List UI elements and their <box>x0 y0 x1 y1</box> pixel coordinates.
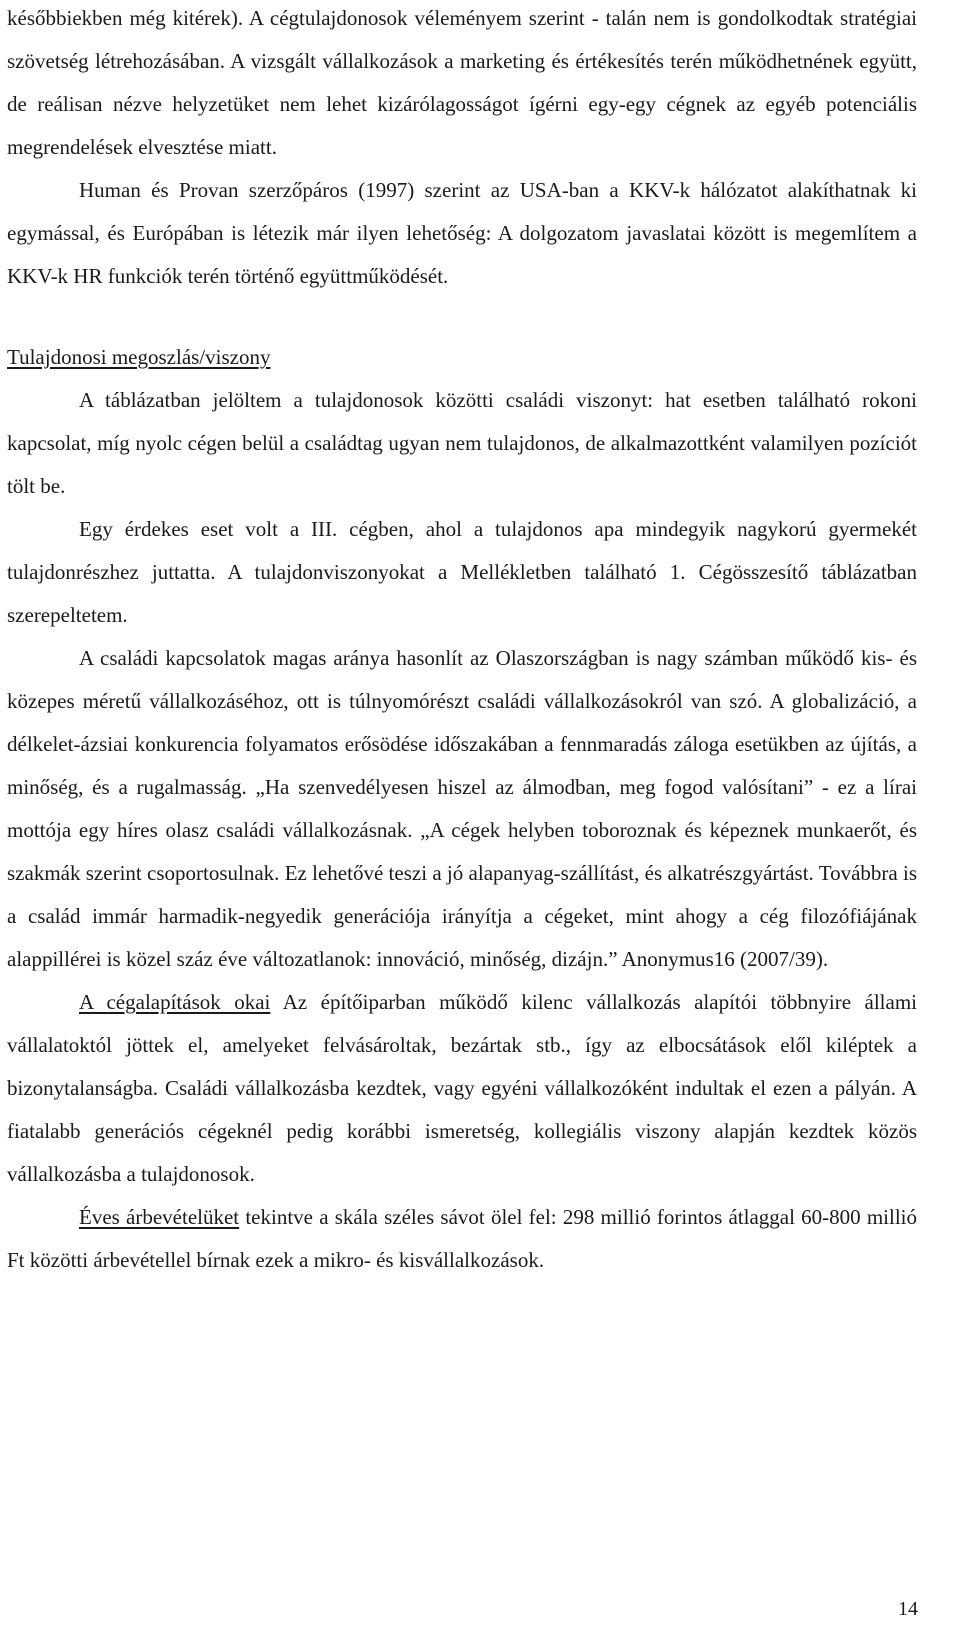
paragraph-family-relations: A táblázatban jelöltem a tulajdonosok közötti családi viszonyt: hat esetben található rokoni kapcsolat, míg nyolc cégen belül a családtag ugyan nem tulajdonos, de alkalmazottként valamilyen pozíciót tölt be. <box>7 388 917 498</box>
section-title-ownership <box>7 336 917 379</box>
document-page <box>7 0 917 1282</box>
paragraph-interesting-case: Egy érdekes eset volt a III. cégben, ahol a tulajdonos apa mindegyik nagykorú gyermekét tulajdonrészhez juttatta. A tulajdonviszonyokat a Mellékletben található 1. Cégösszesítő táblázatban szerepeltetem. <box>7 517 917 627</box>
section-title-text: Tulajdonosi megoszlás/viszony <box>7 345 271 369</box>
paragraph-italy-comparison: A családi kapcsolatok magas aránya hasonlít az Olaszországban is nagy számban működő kis- és közepes méretű vállalkozáséhoz, ott is túlnyomórészt családi vállalkozásokról van szó. A globalizáció, a délkelet-ázsiai konkurencia folyamatos erősödése időszakában a fennmaradás záloga esetükben az újítás, a minőség, és a rugalmasság. „Ha szenvedélyesen hiszel az álmodban, meg fogod valósítani” - ez a lírai mottója egy híres olasz családi vállalkozásnak. „A cégek helyben toboroznak és képeznek munkaerőt, és szakmák szerint csoportosulnak. Ez lehetővé teszi a jó alapanyag-szállítást, és alkatrészgyártást. Továbbra is a család immár harmadik-negyedik generációja irányítja a cégeket, mint ahogy a cég filozófiájának alappillérei is közel száz éve változatlanok: innováció, minőség, dizájn.” Anonymus16 (2007/39). <box>7 646 917 971</box>
paragraph-strategic-alliance: későbbiekben még kitérek). A cégtulajdonosok véleményem szerint - talán nem is gondolkodtak stratégiai szövetség létrehozásában. A vizsgált vállalkozások a marketing és értékesítés terén működhetnének együtt, de reálisan nézve helyzetüket nem lehet kizárólagosságot ígérni egy-egy cégnek az egyéb potenciális megrendelések elvesztése miatt. <box>7 6 917 159</box>
page-number: 14 <box>898 1598 918 1620</box>
inline-heading-annual-revenue: Éves árbevételüket <box>79 1205 240 1229</box>
inline-heading-founding-reasons: A cégalapítások okai <box>79 990 271 1014</box>
paragraph-annual-revenue <box>7 1196 917 1282</box>
paragraph-kkv-networks: Human és Provan szerzőpáros (1997) szerint az USA-ban a KKV-k hálózatot alakíthatnak ki egymással, és Európában is létezik már ilyen lehetőség: A dolgozatom javaslatai között is megemlítem a KKV-k HR funkciók terén történő együttműködését. <box>7 178 917 288</box>
paragraph-founding-reasons <box>7 981 917 1196</box>
paragraph-founding-reasons-body: Az építőiparban működő kilenc vállalkozás alapítói többnyire állami vállalatoktól jöttek el, amelyeket felvásároltak, bezártak stb., így az elbocsátások elől kiléptek a bizonytalanságba. Családi vállalkozásba kezdtek, vagy egyéni vállalkozóként indultak el ezen a pályán. A fiatalabb generációs cégeknél pedig korábbi ismeretség, kollegiális viszony alapján kezdtek közös vállalkozásba a tulajdonosok. <box>7 990 917 1186</box>
paragraph-annual-revenue-body: tekintve a skála széles sávot ölel fel: 298 millió forintos átlaggal 60-800 millió Ft közötti árbevétellel bírnak ezek a mikro- és kisvállalkozások. <box>7 1205 918 1272</box>
